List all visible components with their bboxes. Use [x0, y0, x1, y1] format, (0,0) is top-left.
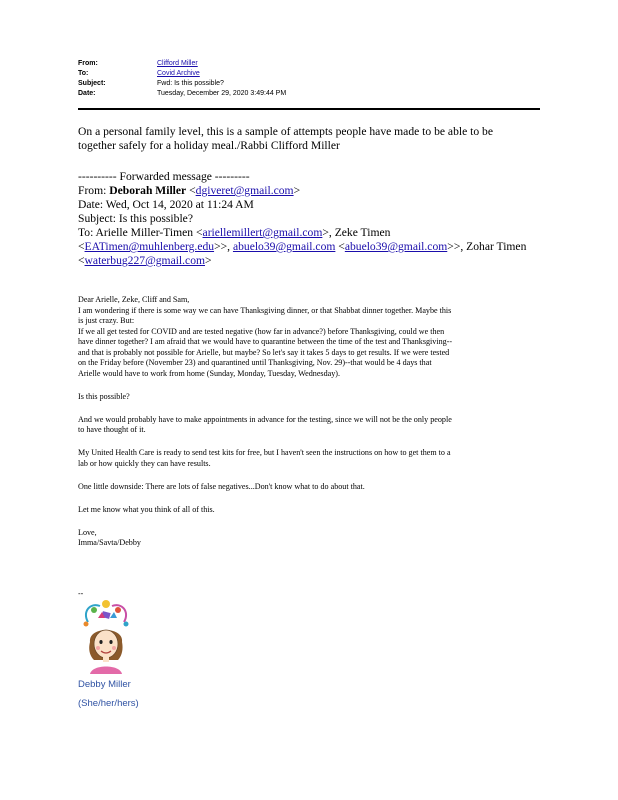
forward-from-line: From: Deborah Miller <dgiveret@gmail.com>: [78, 184, 301, 197]
recipient-email-link[interactable]: waterbug227@gmail.com: [84, 254, 206, 267]
forward-separator: ---------- Forwarded message ---------: [78, 170, 250, 183]
header-subject-row: [78, 79, 538, 89]
date-label: Date:: [78, 90, 96, 97]
sender-email-link[interactable]: dgiveret@gmail.com: [195, 184, 294, 197]
greeting: Dear Arielle, Zeke, Cliff and Sam,: [78, 295, 190, 304]
body-line: to have thought of it.: [78, 425, 146, 434]
body-line: lab or how quickly they can have results.: [78, 458, 211, 468]
subject-label: Subject:: [78, 80, 106, 87]
body-line: My United Health Care is ready to send test kits for free, but I haven't seen the instructions on how to get them to a: [78, 448, 451, 457]
body-paragraph: Let me know what you think of all of this.: [78, 504, 215, 514]
body-line: If we all get tested for COVID and are tested negative (how far in advance?) before Thanksgiving, could we then: [78, 326, 445, 336]
from-label: From:: [78, 60, 98, 67]
closing-name: Imma/Savta/Debby: [78, 538, 141, 547]
closing: Love,: [78, 527, 97, 537]
sender-name: Deborah Miller: [109, 184, 187, 197]
forward-to-line: <EATimen@muhlenberg.edu>>, abuelo39@gmail.com <abuelo39@gmail.com>>, Zohar Timen: [78, 240, 527, 253]
intro-line: On a personal family level, this is a sample of attempts people have made to be able to be: [78, 125, 493, 138]
body-line: have dinner together? I am afraid that we would have to quarantine between the time of the test and Thanksgiving--: [78, 337, 453, 346]
intro-line: together safely for a holiday meal./Rabbi Clifford Miller: [78, 139, 340, 152]
header-to-row: [78, 69, 538, 79]
header-divider: [78, 108, 540, 110]
recipient-email-link[interactable]: abuelo39@gmail.com: [232, 240, 336, 253]
signature-separator: --: [78, 589, 84, 598]
body-line: is just crazy. But:: [78, 316, 135, 325]
body-line: And we would probably have to make appointments in advance for the testing, since we will not be the only people: [78, 414, 452, 424]
signature-name: Debby Miller: [78, 679, 131, 690]
recipient-email-link[interactable]: abuelo39@gmail.com: [344, 240, 448, 253]
body-line: I am wondering if there is some way we can have Thanksgiving dinner, or that Shabbat dinner together. Maybe this: [78, 305, 452, 315]
body-paragraph: Is this possible?: [78, 391, 130, 401]
to-label: To:: [78, 70, 89, 77]
forward-subject-line: Subject: Is this possible?: [78, 212, 193, 225]
from-link[interactable]: Clifford Miller: [157, 60, 198, 67]
header-date-row: [78, 89, 538, 99]
signature-pronouns: (She/her/hers): [78, 698, 139, 709]
body-line: on the Friday before (November 23) and quarantined until Thanksgiving, Nov. 29)--that would be 4 days that: [78, 358, 432, 367]
email-body: [78, 295, 553, 549]
recipient-email-link[interactable]: EATimen@muhlenberg.edu: [84, 240, 215, 253]
forward-to-line: <waterbug227@gmail.com>: [78, 254, 212, 267]
intro-message: [78, 125, 548, 153]
email-header: [78, 59, 538, 99]
forward-to-line: To: Arielle Miller-Timen <ariellemillert@gmail.com>, Zeke Timen: [78, 226, 391, 239]
forward-date-line: Date: Wed, Oct 14, 2020 at 11:24 AM: [78, 198, 254, 211]
header-from-row: [78, 59, 538, 69]
cartoon-woman-avatar-icon: [76, 598, 136, 674]
forwarded-header: [78, 170, 548, 268]
date-value: Tuesday, December 29, 2020 3:49:44 PM: [157, 90, 287, 97]
to-link[interactable]: Covid Archive: [157, 70, 200, 77]
body-paragraph: One little downside: There are lots of false negatives...Don't know what to do about that.: [78, 481, 365, 491]
subject-value: Fwd: Is this possible?: [157, 80, 224, 87]
body-line: and that is probably not possible for Arielle, but maybe? So let's say it takes 5 days to get results. If we were tested: [78, 347, 450, 357]
recipient-email-link[interactable]: ariellemillert@gmail.com: [202, 226, 323, 239]
body-line: Arielle would have to work from home (Sunday, Monday, Tuesday, Wednesday).: [78, 368, 340, 378]
